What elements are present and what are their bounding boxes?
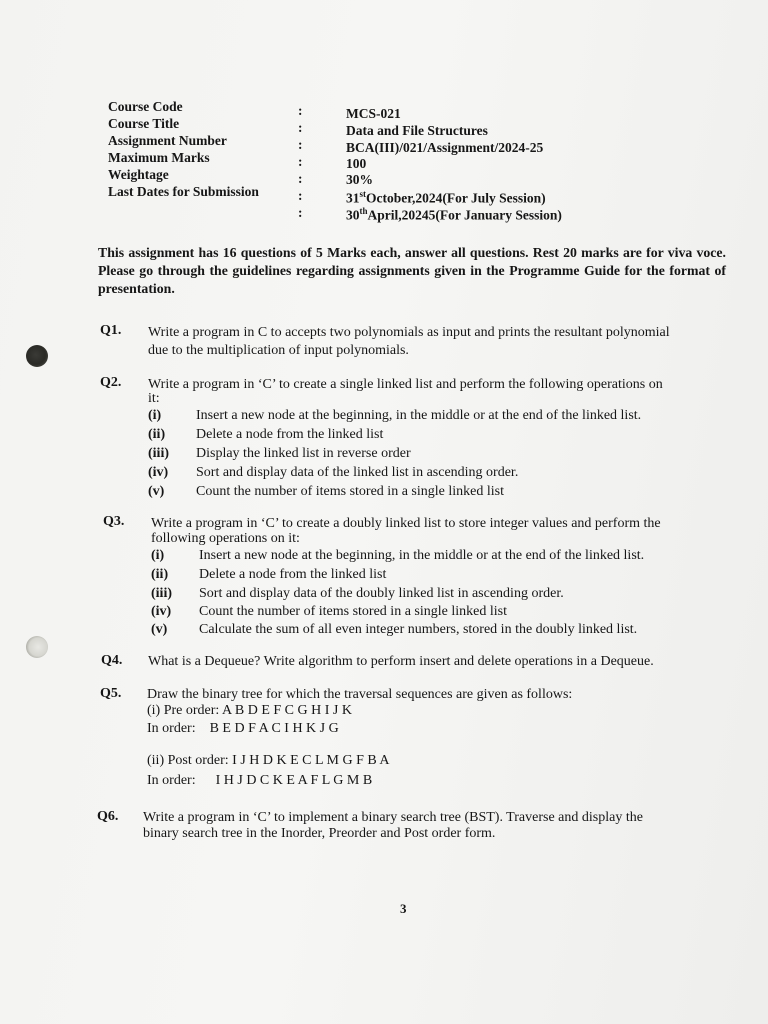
question-text: due to the multiplication of input polynomials. bbox=[148, 343, 409, 358]
question-number: Q1. bbox=[100, 323, 122, 338]
question-text: it: bbox=[148, 391, 160, 406]
item-text: Count the number of items stored in a single linked list bbox=[199, 604, 507, 619]
info-colon: : bbox=[298, 154, 303, 169]
date-day: 31 bbox=[346, 190, 360, 206]
traversal-sequence: A B D E F C G H I J K bbox=[222, 703, 352, 718]
info-label: Weightage bbox=[108, 167, 169, 182]
question-number: Q5. bbox=[100, 686, 122, 701]
traversal-sequence: I J H D K E C L M G F B A bbox=[232, 753, 390, 768]
question-text: following operations on it: bbox=[151, 531, 300, 546]
item-numeral: (iii) bbox=[151, 586, 172, 601]
traversal-inorder bbox=[147, 772, 372, 790]
item-text: Delete a node from the linked list bbox=[196, 427, 384, 442]
page-number: 3 bbox=[400, 901, 407, 916]
item-numeral: (i) bbox=[148, 408, 162, 423]
info-colon: : bbox=[298, 205, 303, 220]
traversal-sequence: B E D F A C I H K J G bbox=[209, 721, 339, 736]
item-text: Sort and display data of the linked list in ascending order. bbox=[196, 465, 519, 480]
traversal-preorder bbox=[147, 702, 352, 720]
date-suffix: st bbox=[359, 189, 366, 199]
date-rest: October,2024(For July Session) bbox=[366, 190, 546, 206]
punch-hole bbox=[26, 345, 48, 367]
info-value bbox=[346, 189, 546, 207]
traversal-label: (i) Pre order: bbox=[147, 703, 220, 718]
traversal-postorder bbox=[147, 752, 390, 770]
question-text: Draw the binary tree for which the traversal sequences are given as follows: bbox=[147, 687, 573, 702]
info-value: BCA(III)/021/Assignment/2024-25 bbox=[346, 140, 544, 155]
info-label: Course Title bbox=[108, 116, 180, 131]
item-text: Count the number of items stored in a single linked list bbox=[196, 484, 504, 499]
item-numeral: (i) bbox=[151, 548, 165, 563]
info-label: Maximum Marks bbox=[108, 150, 210, 165]
info-colon: : bbox=[298, 137, 303, 152]
item-text: Insert a new node at the beginning, in the middle or at the end of the linked list. bbox=[196, 408, 642, 423]
info-colon: : bbox=[298, 103, 303, 118]
traversal-label: In order: bbox=[147, 773, 196, 788]
question-text: Write a program in C to accepts two polynomials as input and prints the resultant polynomial bbox=[148, 325, 670, 340]
item-text: Insert a new node at the beginning, in the middle or at the end of the linked list. bbox=[199, 548, 645, 563]
info-colon: : bbox=[298, 120, 303, 135]
question-text: Write a program in ‘C’ to create a doubly linked list to store integer values and perform the bbox=[151, 516, 661, 531]
item-text: Display the linked list in reverse order bbox=[196, 446, 411, 461]
traversal-sequence: I H J D C K E A F L G M B bbox=[215, 773, 373, 788]
question-text: Write a program in ‘C’ to create a single linked list and perform the following operations on bbox=[148, 377, 663, 392]
item-numeral: (iv) bbox=[148, 465, 169, 480]
question-text: Write a program in ‘C’ to implement a binary search tree (BST). Traverse and display the bbox=[143, 810, 643, 825]
traversal-label: (ii) Post order: bbox=[147, 753, 229, 768]
info-value: 100 bbox=[346, 156, 367, 171]
info-colon: : bbox=[298, 188, 303, 203]
info-value: 30% bbox=[346, 172, 373, 187]
traversal-label: In order: bbox=[147, 721, 196, 736]
date-rest: April,20245(For January Session) bbox=[367, 207, 562, 223]
question-number: Q3. bbox=[103, 514, 125, 529]
assignment-instructions: This assignment has 16 questions of 5 Marks each, answer all questions. Rest 20 marks are for viva voce. Please go through the guidelines regarding assignments given in the Programme Guide for the format of presentation. bbox=[98, 245, 726, 296]
info-label: Course Code bbox=[108, 99, 183, 114]
item-numeral: (iii) bbox=[148, 446, 169, 461]
info-colon: : bbox=[298, 171, 303, 186]
question-number: Q2. bbox=[100, 375, 122, 390]
question-text: What is a Dequeue? Write algorithm to perform insert and delete operations in a Dequeue. bbox=[148, 654, 654, 669]
question-number: Q6. bbox=[97, 809, 119, 824]
item-numeral: (v) bbox=[151, 622, 168, 637]
item-numeral: (ii) bbox=[148, 427, 166, 442]
info-value: Data and File Structures bbox=[346, 123, 488, 138]
item-numeral: (iv) bbox=[151, 604, 172, 619]
date-day: 30 bbox=[346, 207, 360, 223]
date-suffix: th bbox=[359, 206, 368, 216]
item-text: Sort and display data of the doubly linked list in ascending order. bbox=[199, 586, 564, 601]
info-label: Assignment Number bbox=[108, 133, 227, 148]
punch-hole bbox=[26, 636, 48, 658]
item-numeral: (ii) bbox=[151, 567, 169, 582]
item-numeral: (v) bbox=[148, 484, 165, 499]
item-text: Calculate the sum of all even integer numbers, stored in the doubly linked list. bbox=[199, 622, 638, 637]
question-number: Q4. bbox=[101, 653, 123, 668]
info-value bbox=[346, 206, 562, 224]
item-text: Delete a node from the linked list bbox=[199, 567, 387, 582]
info-value: MCS-021 bbox=[346, 106, 401, 121]
traversal-inorder bbox=[147, 720, 339, 738]
question-text: binary search tree in the Inorder, Preorder and Post order form. bbox=[143, 826, 496, 841]
info-label: Last Dates for Submission bbox=[108, 184, 259, 199]
